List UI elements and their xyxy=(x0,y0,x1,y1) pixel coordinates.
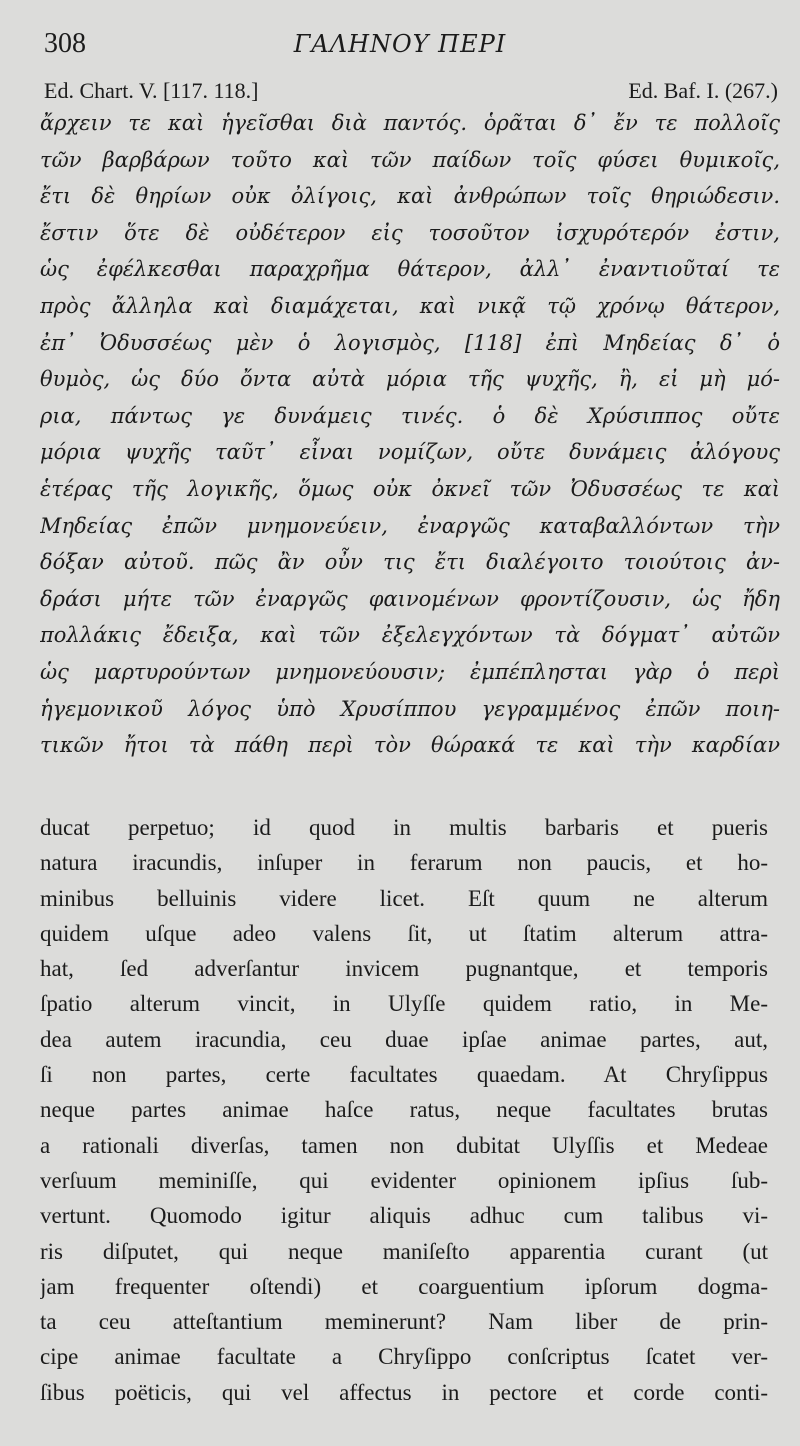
latin-text-line: ſibus poëticis, qui vel affectus in pectore et corde conti- xyxy=(40,1379,768,1405)
greek-text-line: ἐπ᾽ Ὀδυσσέως μὲν ὁ λογισμὸς, [118] ἐπὶ Μηδείας δ᾽ ὁ xyxy=(40,330,780,355)
latin-text-line: vertunt. Quomodo igitur aliquis adhuc cum talibus vi- xyxy=(40,1203,768,1229)
greek-text-line: τῶν βαρβάρων τοῦτο καὶ τῶν παίδων τοῖς φύσει θυμικοῖς, xyxy=(40,147,780,172)
greek-text-line: δράσι μήτε τῶν ἐναργῶς φαινομένων φροντίζουσιν, ὡς ἤδη xyxy=(40,586,780,611)
running-head xyxy=(44,28,756,64)
edition-reference-chartier: Ed. Chart. V. [117. 118.] xyxy=(44,78,259,103)
greek-text-line: μόρια ψυχῆς ταῦτ᾽ εἶναι νομίζων, οὔτε δυνάμεις ἀλόγους xyxy=(40,440,780,465)
edition-reference-basel: Ed. Baf. I. (267.) xyxy=(628,78,778,103)
latin-text-line: hat, ſed adverſantur invicem pugnantque, et temporis xyxy=(40,956,768,982)
greek-text-line: πρὸς ἄλληλα καὶ διαμάχεται, καὶ νικᾷ τῷ χρόνῳ θάτερον, xyxy=(40,293,780,318)
greek-text-line: ἑτέρας τῆς λογικῆς, ὅμως οὐκ ὀκνεῖ τῶν Ὀδυσσέως τε καὶ xyxy=(40,476,780,501)
greek-text-line: Μηδείας ἐπῶν μνημονεύειν, ἐναργῶς καταβαλλόντων τὴν xyxy=(40,513,780,538)
latin-text-line: neque partes animae haſce ratus, neque facultates brutas xyxy=(40,1097,768,1123)
greek-text-line: ρια, πάντως γε δυνάμεις τινές. ὁ δὲ Χρύσιππος οὔτε xyxy=(40,403,780,428)
greek-text-line: ἔτι δὲ θηρίων οὐκ ὀλίγοις, καὶ ἀνθρώπων τοῖς θηριώδεσιν. xyxy=(40,184,780,209)
page-number: 308 xyxy=(44,28,86,59)
latin-text-line: ris diſputet, qui neque maniſeſto apparentia curant (ut xyxy=(40,1238,768,1264)
latin-text-line: cipe animae facultate a Chryſippo conſcriptus ſcatet ver- xyxy=(40,1344,768,1370)
latin-text-line: dea autem iracundia, ceu duae ipſae animae partes, aut, xyxy=(40,1026,768,1052)
latin-text-line: ducat perpetuo; id quod in multis barbaris et pueris xyxy=(40,815,768,840)
greek-text-line: δόξαν αὐτοῦ. πῶς ἂν οὖν τις ἔτι διαλέγοιτο τοιούτοις ἀν- xyxy=(40,550,780,575)
greek-text-line: ὡς ἐφέλκεσθαι παραχρῆμα θάτερον, ἀλλ᾽ ἐναντιοῦταί τε xyxy=(40,257,780,282)
latin-text-line: natura iracundis, inſuper in ferarum non paucis, et ho- xyxy=(40,850,768,876)
latin-text-line: a rationali diverſas, tamen non dubitat Ulyſſis et Medeae xyxy=(40,1132,768,1158)
latin-text-line: ta ceu atteſtantium meminerunt? Nam liber de prin- xyxy=(40,1309,768,1335)
latin-text-block xyxy=(40,810,768,1410)
latin-text-line: ſi non partes, certe facultates quaedam. At Chryſippus xyxy=(40,1062,768,1088)
latin-text-line: quidem uſque adeo valens ſit, ut ſtatim alterum attra- xyxy=(40,920,768,946)
greek-text-line: ἔστιν ὅτε δὲ οὐδέτερον εἰς τοσοῦτον ἰσχυρότερόν ἐστιν, xyxy=(40,220,780,245)
greek-text-line: πολλάκις ἔδειξα, καὶ τῶν ἐξελεγχόντων τὰ δόγματ᾽ αὐτῶν xyxy=(40,623,780,648)
latin-text-line: verſuum meminiſſe, qui evidenter opinionem ipſius ſub- xyxy=(40,1167,768,1193)
latin-text-line: minibus belluinis videre licet. Eſt quum ne alterum xyxy=(40,885,768,911)
latin-text-line: ſpatio alterum vincit, in Ulyſſe quidem ratio, in Me- xyxy=(40,991,768,1017)
greek-text-line: τικῶν ἤτοι τὰ πάθη περὶ τὸν θώρακά τε καὶ τὴν καρδίαν xyxy=(40,733,780,758)
edition-reference-line xyxy=(44,78,778,106)
greek-text-line: θυμὸς, ὡς δύο ὄντα αὐτὰ μόρια τῆς ψυχῆς, ἢ, εἰ μὴ μό- xyxy=(40,367,780,392)
greek-text-line: ἄρχειν τε καὶ ἡγεῖσθαι διὰ παντός. ὁρᾶται δ᾽ ἔν τε πολλοῖς xyxy=(40,111,780,135)
greek-text-line: ὡς μαρτυρούντων μνημονεύουσιν; ἐμπέπλησται γὰρ ὁ περὶ xyxy=(40,659,780,684)
greek-text-block xyxy=(40,105,780,764)
running-title: ΓΑΛΗΝΟΥ ΠΕΡΙ xyxy=(293,30,507,58)
latin-text-line: jam frequenter oſtendi) et coarguentium ipſorum dogma- xyxy=(40,1273,768,1299)
greek-text-line: ἡγεμονικοῦ λόγος ὑπὸ Χρυσίππου γεγραμμένος ἐπῶν ποιη- xyxy=(40,696,780,721)
